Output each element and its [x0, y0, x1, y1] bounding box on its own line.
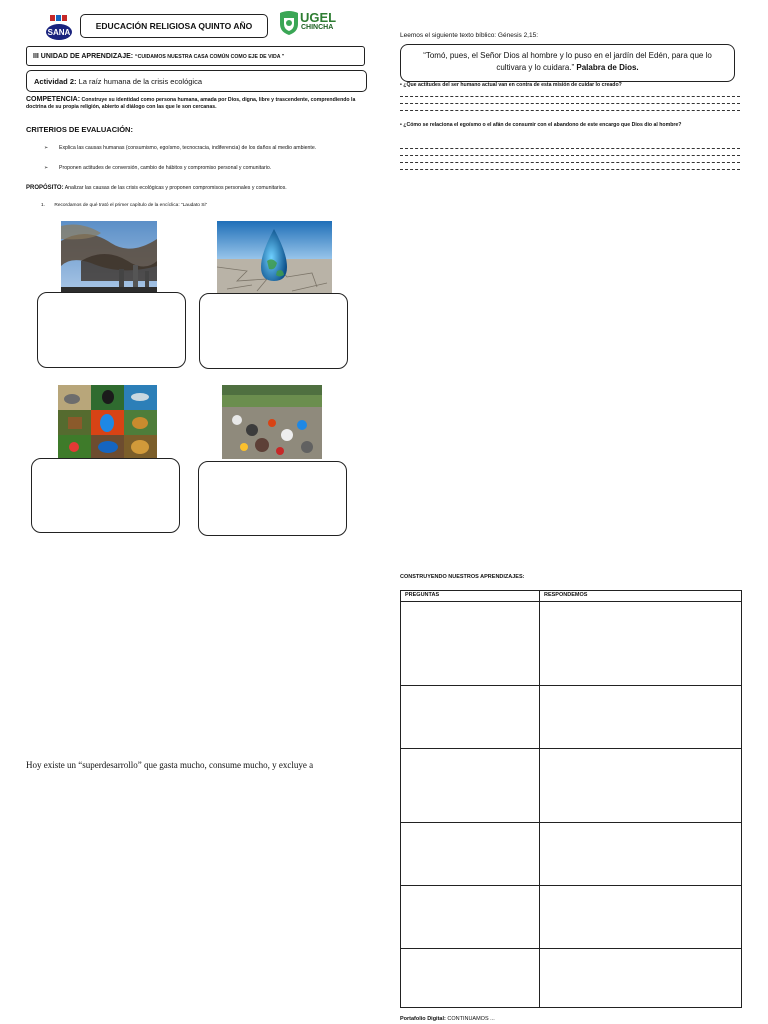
questions-answers-table — [400, 590, 742, 1008]
proposito — [26, 185, 356, 192]
ugel-text: UGEL — [300, 10, 337, 25]
table-cell-pregunta[interactable] — [401, 948, 540, 1007]
criterio-2: ➢ Proponen actitudes de conversión, cambio de hábitos y compromiso personal y comunitario. — [44, 165, 272, 171]
portfolio-text: CONTINUAMOS ... — [445, 1016, 495, 1022]
school-logo — [44, 14, 74, 42]
competencia — [26, 96, 366, 111]
portfolio-line — [400, 1016, 495, 1022]
table-cell-pregunta[interactable] — [401, 686, 540, 749]
table-cell-pregunta[interactable] — [401, 749, 540, 822]
proposito-text: Analizar las causas de las crisis ecológicas y proponen compromisos personales y comunitarios. — [63, 185, 287, 191]
activity-label: Actividad 2: — [34, 77, 77, 86]
unit-label: III UNIDAD DE APRENDIZAJE: — [33, 53, 136, 60]
answer-line[interactable] — [400, 155, 740, 156]
table-cell-respuesta[interactable] — [540, 885, 742, 948]
table-cell-respuesta[interactable] — [540, 749, 742, 822]
unit-box — [26, 46, 365, 66]
portfolio-label: Portafolio Digital: — [400, 1016, 446, 1022]
bible-quote-box — [400, 44, 735, 82]
answer-line[interactable] — [400, 169, 740, 170]
bible-quote-end: Palabra de Dios. — [574, 63, 639, 72]
table-cell-pregunta[interactable] — [401, 602, 540, 686]
answer-line[interactable] — [400, 148, 740, 149]
bullet-icon: ➢ — [44, 165, 49, 171]
competencia-label: COMPETENCIA: — [26, 96, 81, 103]
garbage-dump-photo — [222, 385, 322, 459]
table-cell-respuesta[interactable] — [540, 686, 742, 749]
answer-box-3[interactable] — [31, 458, 180, 533]
question-1: • ¿Que actitudes del ser humano actual van en contra de esta misión de cuidar lo creado? — [400, 82, 622, 88]
criterios-heading: CRITERIOS DE EVALUACIÓN: — [26, 125, 133, 134]
table-header-preguntas: PREGUNTAS — [401, 591, 540, 602]
chincha-text: CHINCHA — [301, 24, 334, 31]
wildlife-collage-photo — [58, 385, 157, 459]
question-2: • ¿Cómo se relaciona el egoísmo o el afán de consumir con el abandono de este encargo que Dios dio al hombre? — [400, 122, 682, 128]
answer-line[interactable] — [400, 162, 740, 163]
ugel-logo — [278, 10, 340, 38]
factory-smoke-photo — [61, 221, 157, 293]
activity-title: La raíz humana de la crisis ecológica — [76, 77, 202, 86]
table-cell-respuesta[interactable] — [540, 948, 742, 1007]
table-cell-respuesta[interactable] — [540, 602, 742, 686]
document-title: EDUCACIÓN RELIGIOSA QUINTO AÑO — [80, 14, 268, 38]
water-drop-earth-photo — [217, 221, 332, 295]
table-header-respondemos: RESPONDEMOS — [540, 591, 742, 602]
unit-title: “CUIDAMOS NUESTRA CASA COMÚN COMO EJE DE VIDA ” — [135, 54, 285, 60]
table-cell-pregunta[interactable] — [401, 885, 540, 948]
bullet-icon: • — [400, 122, 402, 128]
answer-box-4[interactable] — [198, 461, 347, 536]
proposito-label: PROPÓSITO: — [26, 185, 64, 191]
answer-box-1[interactable] — [37, 292, 186, 368]
criterio-1: ➢ Explica las causas humanas (consumismo, egoísmo, tecnocracia, indiferencia) de los daños al medio ambiente. — [44, 145, 317, 151]
table-cell-pregunta[interactable] — [401, 822, 540, 885]
competencia-text: Construye su identidad como persona humana, amada por Dios, digna, libre y trascendente, comprendiendo la doctrina de su propia religión, abierto al diálogo con las que le son cercanas. — [26, 97, 356, 110]
answer-line[interactable] — [400, 110, 740, 111]
bible-quote: “Tomó, pues, el Señor Dios al hombre y lo puso en el jardín del Edén, para que lo cultivara y lo cuidara.” — [423, 51, 712, 72]
answer-line[interactable] — [400, 103, 740, 104]
activity-box — [26, 70, 367, 92]
answer-line[interactable] — [400, 96, 740, 97]
logo-text: SANA — [47, 28, 71, 37]
reading-intro: Leemos el siguiente texto bíblico: Génesis 2,15: — [400, 32, 539, 39]
superdesarrollo-text: Hoy existe un “superdesarrollo” que gasta mucho, consume mucho, y excluye a — [26, 760, 314, 770]
bullet-icon: • — [400, 82, 402, 88]
bullet-icon: ➢ — [44, 145, 49, 151]
table-cell-respuesta[interactable] — [540, 822, 742, 885]
answer-box-2[interactable] — [199, 293, 348, 369]
construyendo-heading: CONSTRUYENDO NUESTROS APRENDIZAJES: — [400, 574, 525, 580]
step-1: 1. Recordamos de qué trató el primer capítulo de la encíclica: “Laudato Si” — [41, 203, 208, 208]
